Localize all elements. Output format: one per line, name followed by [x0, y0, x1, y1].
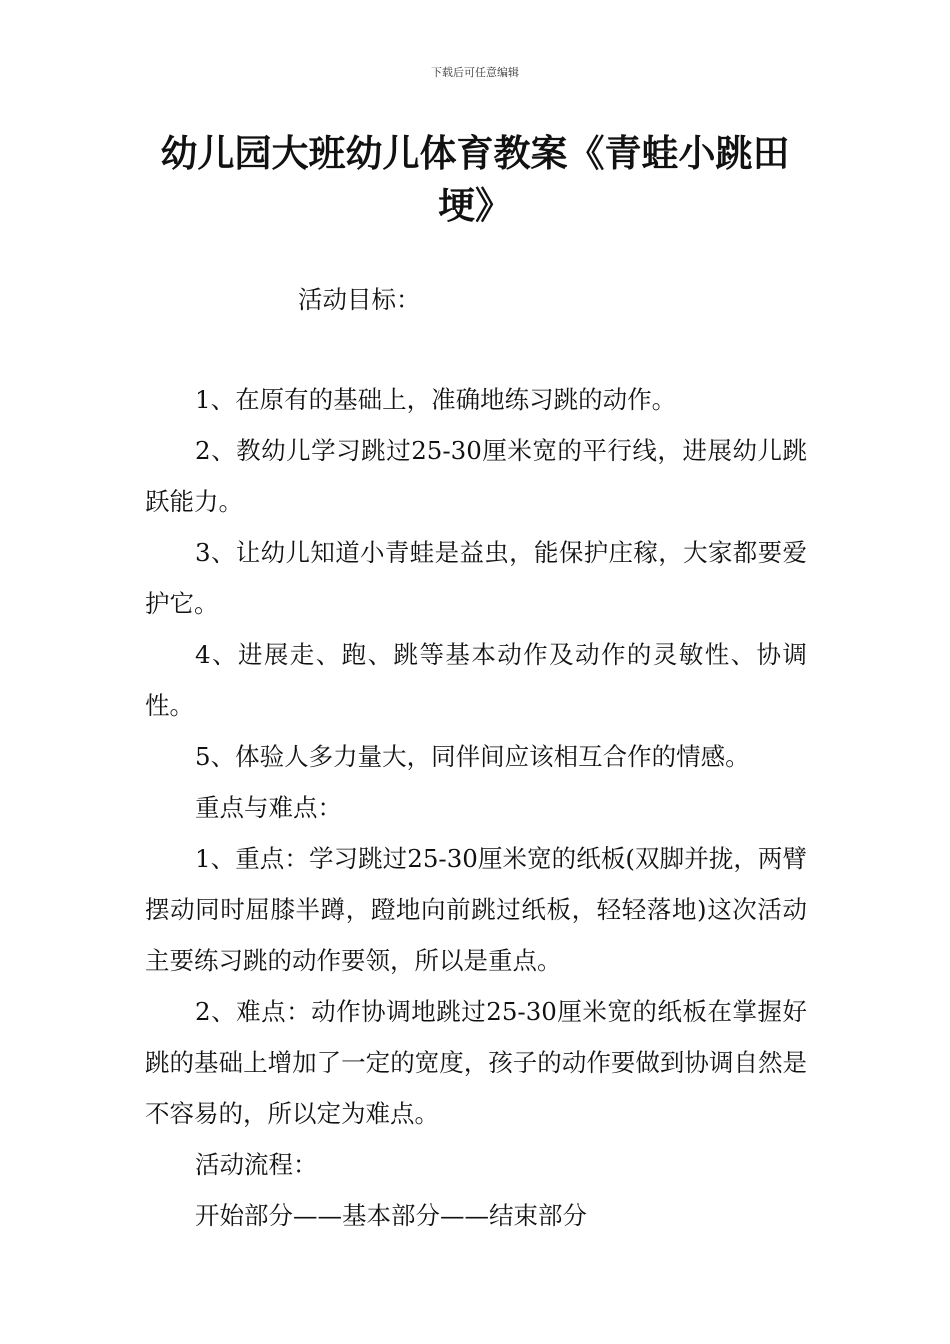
document-title: 幼儿园大班幼儿体育教案《青蛙小跳田埂》: [160, 132, 790, 227]
document-body: [145, 374, 807, 1241]
paragraph-goal-2: 2、教幼儿学习跳过25-30厘米宽的平行线，进展幼儿跳跃能力。: [145, 436, 807, 516]
paragraph-goal-3: 3、让幼儿知道小青蛙是益虫，能保护庄稼，大家都要爱护它。: [145, 538, 807, 618]
section-heading-goals: 活动目标：: [298, 285, 421, 314]
header-note: 下载后可任意编辑: [431, 66, 519, 79]
paragraph-difficulty: 2、难点：动作协调地跳过25-30厘米宽的纸板在掌握好跳的基础上增加了一定的宽度，孩子的动作要做到协调自然是不容易的，所以定为难点。: [145, 997, 807, 1128]
paragraph-goal-4: 4、进展走、跑、跳等基本动作及动作的灵敏性、协调性。: [145, 640, 807, 720]
paragraph-goal-1: 1、在原有的基础上，准确地练习跳的动作。: [195, 385, 677, 414]
paragraph-goal-5: 5、体验人多力量大，同伴间应该相互合作的情感。: [195, 742, 750, 771]
paragraph-key-point: 1、重点：学习跳过25-30厘米宽的纸板(双脚并拢，两臂摆动同时屈膝半蹲，蹬地向前跳过纸板，轻轻落地)这次活动主要练习跳的动作要领，所以是重点。: [145, 844, 807, 975]
heading-activity-flow: 活动流程：: [195, 1150, 318, 1179]
paragraph-activity-flow: 开始部分——基本部分——结束部分: [195, 1201, 587, 1230]
heading-key-points: 重点与难点：: [195, 793, 342, 822]
